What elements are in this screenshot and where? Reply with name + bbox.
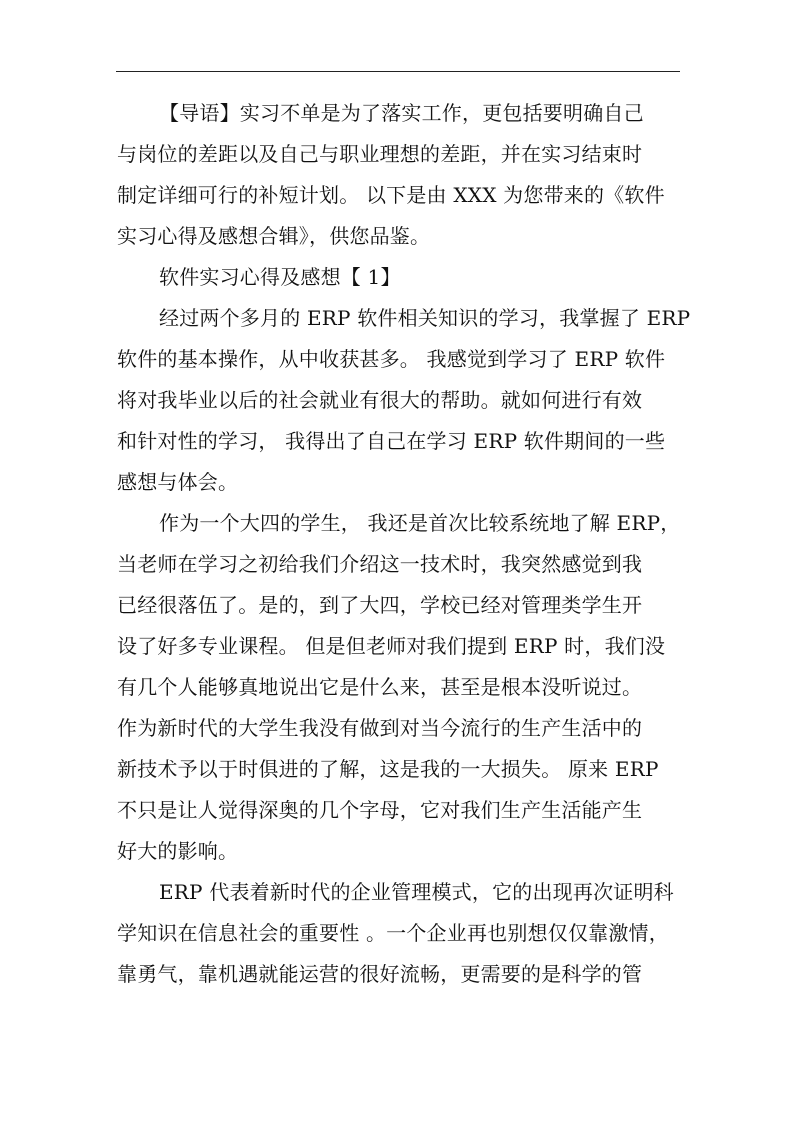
paragraph-line: 感想与体会。 xyxy=(117,470,239,494)
paragraph-line: 学知识在信息社会的重要性 。一个企业再也别想仅仅靠激情， xyxy=(117,921,669,945)
paragraph-line: 经过两个多月的 ERP 软件相关知识的学习，我掌握了 ERP xyxy=(159,306,691,330)
paragraph-line: 当老师在学习之初给我们介绍这一技术时，我突然感觉到我 xyxy=(117,552,643,576)
paragraph-3 xyxy=(117,872,679,995)
paragraph-line: ERP 代表着新时代的企业管理模式，它的出现再次证明科 xyxy=(159,880,674,904)
paragraph-line: 好大的影响。 xyxy=(117,839,239,863)
paragraph-line: 和针对性的学习， 我得出了自己在学习 ERP 软件期间的一些 xyxy=(117,429,666,453)
paragraph-line: 软件的基本操作，从中收获甚多。 我感觉到学习了 ERP 软件 xyxy=(117,347,666,371)
intro-paragraph xyxy=(117,93,679,257)
paragraph-line: 有几个人能够真地说出它是什么来，甚至是根本没听说过。 xyxy=(117,675,643,699)
paragraph-line: 作为一个大四的学生， 我还是首次比较系统地了解 ERP， xyxy=(159,511,681,535)
paragraph-line: 不只是让人觉得深奥的几个字母，它对我们生产生活能产生 xyxy=(117,798,643,822)
intro-line: 【导语】实习不单是为了落实工作，更包括要明确自己 xyxy=(159,101,644,125)
header-rule xyxy=(116,71,680,72)
paragraph-1 xyxy=(117,298,691,503)
intro-line: 与岗位的差距以及自己与职业理想的差距，并在实习结束时 xyxy=(117,142,643,166)
paragraph-line: 作为新时代的大学生我没有做到对当今流行的生产生活中的 xyxy=(117,716,643,740)
paragraph-line: 已经很落伍了。是的，到了大四，学校已经对管理类学生开 xyxy=(117,593,643,617)
paragraph-2 xyxy=(117,503,679,872)
intro-line: 实习心得及感想合辑》，供您品鉴。 xyxy=(117,224,431,248)
document-body xyxy=(117,93,691,995)
paragraph-line: 新技术予以于时俱进的了解，这是我的一大损失。 原来 ERP xyxy=(117,757,659,781)
paragraph-line: 将对我毕业以后的社会就业有很大的帮助。就如何进行有效 xyxy=(117,388,643,412)
section-title: 软件实习心得及感想【 1】 xyxy=(159,265,401,289)
intro-line: 制定详细可行的补短计划。 以下是由 XXX 为您带来的《软件 xyxy=(117,183,665,207)
paragraph-line: 靠勇气，靠机遇就能运营的很好流畅，更需要的是科学的管 xyxy=(117,962,643,986)
paragraph-line: 设了好多专业课程。 但是但老师对我们提到 ERP 时，我们没 xyxy=(117,634,666,658)
